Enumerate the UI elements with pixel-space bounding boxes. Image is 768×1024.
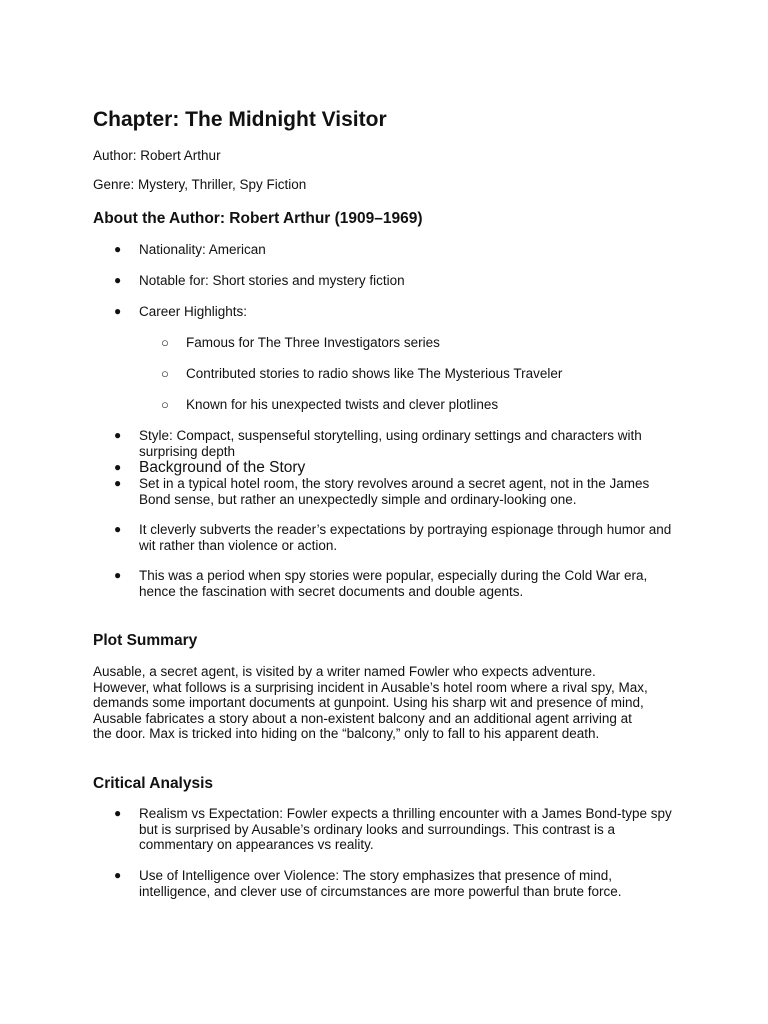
bullet-icon: ● xyxy=(114,304,122,318)
background-item: Set in a typical hotel room, the story revolves around a secret agent, not in the James Bond sense, but rather an unexpectedly simple and ordinary-looking one. xyxy=(139,476,650,507)
bullet-icon: ● xyxy=(114,460,122,474)
bullet-icon: ● xyxy=(114,868,122,882)
background-heading: Background of the Story xyxy=(139,459,306,476)
bullet-icon: ● xyxy=(114,476,122,490)
bullet-icon: ● xyxy=(114,242,122,256)
background-item: It cleverly subverts the reader’s expectations by portraying espionage through humor and wit rather than violence or action. xyxy=(139,522,672,553)
bullet-icon: ● xyxy=(114,522,122,536)
career-sub-item: Known for his unexpected twists and clever plotlines xyxy=(186,397,499,412)
page-title: Chapter: The Midnight Visitor xyxy=(93,108,387,131)
bullet-icon: ● xyxy=(114,806,122,820)
bullet-icon: ● xyxy=(114,428,122,442)
bullet-icon: ● xyxy=(114,273,122,287)
background-item: This was a period when spy stories were popular, especially during the Cold War era, hence the fascination with secret documents and double agents. xyxy=(139,568,648,599)
career-sub-item: Famous for The Three Investigators series xyxy=(186,335,440,350)
critical-analysis-heading: Critical Analysis xyxy=(93,775,214,792)
notable-item: Notable for: Short stories and mystery fiction xyxy=(139,273,405,288)
author-line: Author: Robert Arthur xyxy=(93,148,221,163)
career-sub-item: Contributed stories to radio shows like The Mysterious Traveler xyxy=(186,366,563,381)
sub-bullet-icon: ○ xyxy=(161,397,169,412)
style-item: Style: Compact, suspenseful storytelling, using ordinary settings and characters with surprising depth xyxy=(139,428,642,459)
nationality-item: Nationality: American xyxy=(139,242,266,257)
about-author-heading: About the Author: Robert Arthur (1909–1969) xyxy=(93,210,423,227)
genre-line: Genre: Mystery, Thriller, Spy Fiction xyxy=(93,177,307,192)
bullet-icon: ● xyxy=(114,568,122,582)
sub-bullet-icon: ○ xyxy=(161,335,169,350)
plot-summary-heading: Plot Summary xyxy=(93,632,198,649)
analysis-item: Use of Intelligence over Violence: The story emphasizes that presence of mind, intelligence, and clever use of circumstances are more powerful than brute force. xyxy=(139,868,622,899)
career-item: Career Highlights: xyxy=(139,304,248,319)
sub-bullet-icon: ○ xyxy=(161,366,169,381)
plot-summary-text: Ausable, a secret agent, is visited by a writer named Fowler who expects adventure. However, what follows is a surprising incident in Ausable’s hotel room where a rival spy, Max, demands some important documents at gunpoint. Using his sharp wit and presence of mind, Ausable fabricates a story about a non-existent balcony and an additional agent arriving at the door. Max is tricked into hiding on the “balcony,” only to fall to his apparent death. xyxy=(93,664,648,741)
analysis-item: Realism vs Expectation: Fowler expects a thrilling encounter with a James Bond-type spy but is surprised by Ausable’s ordinary looks and surroundings. This contrast is a commentary on appearances vs reality. xyxy=(139,806,672,852)
